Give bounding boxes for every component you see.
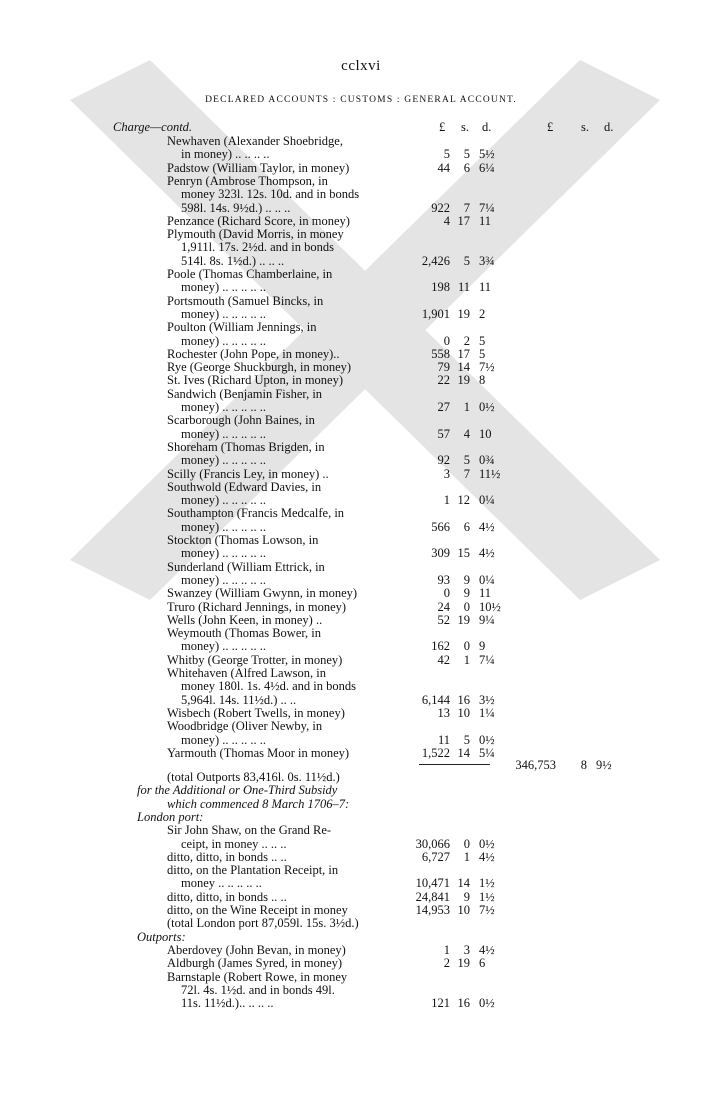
amount-shillings: 6: [463, 160, 470, 175]
amount-shillings: 3: [463, 942, 470, 957]
entry-line: [0, 627, 722, 640]
entry-text: Sandwich (Benjamin Fisher, in: [167, 386, 323, 401]
amount-shillings: 16: [457, 996, 470, 1011]
entry-text: money) .. .. .. .. ..: [181, 572, 267, 587]
amount-pence: 5: [479, 346, 486, 361]
amount-pence: 11½: [479, 466, 501, 481]
entry-line: [0, 891, 722, 904]
entry-text: Aberdovey (John Bevan, in money): [167, 942, 346, 957]
amount-pounds: 24,841: [415, 889, 450, 904]
amount-pounds: 309: [431, 546, 450, 561]
entry-line: [0, 851, 722, 864]
amount-pence: 6: [479, 956, 486, 971]
amount-shillings: 19: [457, 956, 470, 971]
amount-shillings: 7: [463, 200, 470, 215]
column-head-shillings-total: s.: [581, 120, 589, 134]
entry-line: [0, 335, 722, 348]
amount-shillings: 6: [463, 519, 470, 534]
entry-text: Swanzey (William Gwynn, in money): [167, 586, 358, 601]
entry-text: 5,964l. 14s. 11½d.) .. ..: [181, 692, 297, 707]
amount-pounds: 92: [437, 453, 450, 468]
entry-line: [0, 798, 722, 811]
entry-line: [0, 971, 722, 984]
amount-pounds: 1: [443, 942, 450, 957]
amount-pence: 8: [479, 373, 486, 388]
amount-shillings: 7: [463, 466, 470, 481]
amount-pence: 0½: [479, 732, 495, 747]
entry-line: [0, 308, 722, 321]
amount-pounds: 27: [437, 400, 450, 414]
amount-pounds: 3: [443, 466, 450, 481]
amount-shillings: 17: [457, 213, 470, 228]
entry-line: [0, 401, 722, 414]
amount-pounds: 2: [443, 956, 450, 971]
grand-total-shillings: 8: [580, 758, 587, 772]
entry-text: Poole (Thomas Chamberlaine, in: [167, 267, 333, 281]
entry-text: money) .. .. .. .. ..: [181, 426, 267, 441]
entry-line: [0, 680, 722, 693]
amount-shillings: 9: [463, 572, 470, 587]
amount-shillings: 1: [463, 652, 470, 667]
entry-text: St. Ives (Richard Upton, in money): [167, 373, 344, 388]
entry-line: [0, 561, 722, 574]
amount-pounds: 52: [437, 612, 450, 627]
entry-line: [0, 281, 722, 294]
entry-line: [0, 784, 722, 797]
entry-text: Wells (John Keen, in money) ..: [167, 612, 323, 627]
amount-shillings: 9: [463, 889, 470, 904]
entry-text: ceipt, in money .. .. ..: [181, 836, 287, 851]
entry-text: Penzance (Richard Score, in money): [167, 213, 350, 228]
amount-pounds: 0: [443, 333, 450, 348]
entry-text: ditto, on the Plantation Receipt, in: [167, 863, 339, 878]
amount-shillings: 11: [457, 280, 470, 295]
amount-pounds: 44: [437, 160, 450, 175]
amount-shillings: 14: [457, 745, 470, 760]
amount-shillings: 16: [457, 692, 470, 707]
entry-text: money 323l. 12s. 10d. and in bonds: [181, 187, 360, 202]
entry-line: [0, 188, 722, 201]
entry-line: [0, 361, 722, 374]
page-number: cclxvi: [341, 58, 381, 74]
entry-text: Shoreham (Thomas Brigden, in: [167, 439, 325, 454]
entry-text: ditto, ditto, in bonds .. ..: [167, 889, 287, 904]
entry-line: [0, 468, 722, 481]
entry-line: [0, 241, 722, 254]
entry-line: [0, 904, 722, 917]
amount-pence: 0½: [479, 836, 495, 851]
amount-shillings: 1: [463, 849, 470, 864]
amount-pence: 4½: [479, 546, 495, 561]
amount-pence: 9¼: [479, 612, 495, 627]
amount-pence: 1½: [479, 876, 495, 891]
entry-line: [0, 388, 722, 401]
entry-line: [0, 614, 722, 627]
entry-text: (total Outports 83,416l. 0s. 11½d.): [167, 770, 340, 784]
amount-shillings: 5: [463, 147, 470, 162]
amount-pounds: 93: [437, 572, 450, 587]
entry-text: money) .. .. .. .. ..: [181, 546, 267, 561]
entry-text: Plymouth (David Morris, in money: [167, 227, 344, 242]
amount-pence: 7¼: [479, 652, 495, 667]
entry-text: 72l. 4s. 1½d. and in bonds 49l.: [181, 982, 335, 997]
entry-text: money) .. .. .. .. ..: [181, 400, 267, 414]
column-head-pounds-total: £: [547, 120, 554, 134]
amount-pounds: 10,471: [415, 876, 450, 891]
amount-pounds: 6,727: [421, 849, 450, 864]
entry-text: money .. .. .. .. ..: [181, 876, 262, 891]
amount-shillings: 14: [457, 876, 470, 891]
amount-shillings: 1: [463, 400, 470, 414]
amount-shillings: 10: [457, 903, 470, 917]
entry-text: (total London port 87,059l. 15s. 3½d.): [167, 916, 359, 931]
amount-pounds: 922: [431, 200, 450, 215]
amount-shillings: 5: [463, 453, 470, 468]
entry-text: Woodbridge (Oliver Newby, in: [167, 719, 323, 734]
amount-pence: 4½: [479, 942, 495, 957]
column-head-pence: d.: [482, 120, 492, 134]
grand-total-pounds: 346,753: [515, 758, 556, 772]
entry-text: Scilly (Francis Ley, in money) ..: [167, 466, 329, 481]
amount-pounds: 566: [431, 519, 450, 534]
entry-line: [0, 931, 722, 944]
amount-shillings: 17: [457, 346, 470, 361]
amount-pence: 1½: [479, 889, 495, 904]
entry-text: Weymouth (Thomas Bower, in: [167, 626, 322, 641]
entry-text: ditto, ditto, in bonds .. ..: [167, 849, 287, 864]
amount-pence: 0¾: [479, 453, 495, 468]
entry-line: [0, 148, 722, 161]
amount-pounds: 2,426: [421, 253, 450, 268]
amount-pounds: 30,066: [415, 836, 450, 851]
entry-line: [0, 957, 722, 970]
amount-pence: 9: [479, 639, 486, 654]
amount-shillings: 10: [457, 705, 470, 720]
amount-pence: 5½: [479, 147, 495, 162]
amount-pence: 7½: [479, 360, 495, 375]
amount-pence: 11: [479, 213, 492, 228]
entry-text: money) .. .. .. .. ..: [181, 333, 267, 348]
amount-pence: 4½: [479, 519, 495, 534]
entry-line: [0, 824, 722, 837]
amount-pounds: 558: [431, 346, 450, 361]
amount-pence: 0¼: [479, 572, 495, 587]
entry-line: [0, 481, 722, 494]
entry-text: 598l. 14s. 9½d.) .. .. ..: [181, 200, 291, 215]
entry-line: [0, 654, 722, 667]
amount-pence: 0¼: [479, 493, 495, 508]
entry-text: Newhaven (Alexander Shoebridge,: [167, 134, 343, 148]
entry-line: [0, 428, 722, 441]
amount-pounds: 121: [431, 996, 450, 1011]
amount-shillings: 9: [463, 586, 470, 601]
entry-text: money) .. .. .. .. ..: [181, 453, 267, 468]
entry-text: Padstow (William Taylor, in money): [167, 160, 350, 175]
entry-text: Stockton (Thomas Lowson, in: [167, 533, 319, 547]
entry-line: [0, 640, 722, 653]
entry-line: [0, 321, 722, 334]
amount-pounds: 42: [437, 652, 450, 667]
entry-line: [0, 747, 722, 760]
amount-pounds: 0: [443, 586, 450, 601]
entry-line: [0, 507, 722, 520]
entry-line: [0, 215, 722, 228]
amount-shillings: 0: [463, 639, 470, 654]
amount-shillings: 5: [463, 732, 470, 747]
entry-line: [0, 838, 722, 851]
amount-shillings: 5: [463, 253, 470, 268]
amount-pounds: 1,901: [421, 306, 450, 321]
amount-pence: 10½: [479, 599, 501, 614]
entry-text: money 180l. 1s. 4½d. and in bonds: [181, 679, 356, 694]
entry-text: Whitehaven (Alfred Lawson, in: [167, 666, 326, 680]
amount-pounds: 162: [431, 639, 450, 654]
amount-pounds: 22: [437, 373, 450, 388]
amount-pence: 4½: [479, 849, 495, 864]
amount-shillings: 12: [457, 493, 470, 508]
amount-pence: 2: [479, 306, 486, 321]
amount-pence: 7½: [479, 903, 495, 917]
entry-text: 1,911l. 17s. 2½d. and in bonds: [181, 240, 335, 255]
amount-shillings: 19: [457, 373, 470, 388]
entry-text: 514l. 8s. 1½d.) .. .. ..: [181, 253, 285, 268]
amount-pounds: 6,144: [421, 692, 450, 707]
running-head: DECLARED ACCOUNTS : CUSTOMS : GENERAL ACCOUNT.: [205, 95, 517, 105]
amount-pounds: 198: [431, 280, 450, 295]
amount-pounds: 5: [443, 147, 450, 162]
entry-line: [0, 135, 722, 148]
entry-text: Aldburgh (James Syred, in money): [167, 956, 343, 971]
amount-pounds: 1,522: [421, 745, 450, 760]
entry-line: [0, 202, 722, 215]
amount-pounds: 79: [437, 360, 450, 375]
entry-text: money) .. .. .. .. ..: [181, 732, 267, 747]
entry-line: [0, 811, 722, 824]
entry-line: [0, 864, 722, 877]
amount-shillings: 0: [463, 599, 470, 614]
column-head-shillings: s.: [461, 120, 469, 134]
charge-label: Charge—contd.: [113, 120, 193, 134]
amount-pounds: 11: [437, 732, 450, 747]
entry-line: [0, 587, 722, 600]
entry-line: [0, 521, 722, 534]
entry-line: [0, 734, 722, 747]
entry-line: [0, 694, 722, 707]
entry-line: [0, 175, 722, 188]
entry-text: Wisbech (Robert Twells, in money): [167, 705, 345, 720]
entry-line: [0, 162, 722, 175]
entry-line: [0, 997, 722, 1010]
entry-text: money) .. .. .. .. ..: [181, 493, 267, 508]
amount-pence: 6¼: [479, 160, 495, 175]
entry-line: [0, 348, 722, 361]
entry-text: Southwold (Edward Davies, in: [167, 479, 322, 494]
column-head-pounds: £: [439, 120, 446, 134]
amount-pence: 0½: [479, 400, 495, 414]
entry-text: money) .. .. .. .. ..: [181, 519, 267, 534]
amount-pence: 5¼: [479, 745, 495, 760]
entry-line: [0, 268, 722, 281]
amount-shillings: 4: [463, 426, 470, 441]
entry-text: Rye (George Shuckburgh, in money): [167, 360, 352, 375]
entry-text: Poulton (William Jennings, in: [167, 320, 317, 335]
entry-line: [0, 441, 722, 454]
amount-pence: 10: [479, 426, 492, 441]
entry-line: [0, 454, 722, 467]
entry-text: money) .. .. .. .. ..: [181, 280, 267, 295]
entry-line: [0, 295, 722, 308]
entry-line: [0, 228, 722, 241]
entry-text: Southampton (Francis Medcalfe, in: [167, 506, 345, 521]
entry-line: [0, 534, 722, 547]
entry-line: [0, 771, 722, 784]
amount-pounds: 24: [437, 599, 450, 614]
amount-pounds: 14,953: [415, 903, 450, 917]
entry-text: in money) .. .. .. ..: [181, 147, 270, 162]
entry-line: [0, 720, 722, 733]
entry-text: Yarmouth (Thomas Moor in money): [167, 745, 350, 760]
amount-pence: 1¼: [479, 705, 495, 720]
entry-line: [0, 547, 722, 560]
entry-text: Penryn (Ambrose Thompson, in: [167, 173, 328, 188]
entry-text: Scarborough (John Baines, in: [167, 413, 315, 428]
entry-text: Outports:: [137, 929, 186, 944]
entry-line: [0, 494, 722, 507]
entry-line: [0, 917, 722, 930]
entry-text: Portsmouth (Samuel Bincks, in: [167, 293, 324, 308]
entry-text: ditto, on the Wine Receipt in money: [167, 903, 348, 917]
amount-pounds: 13: [437, 705, 450, 720]
entry-line: [0, 707, 722, 720]
grand-total-row: [0, 759, 722, 772]
amount-pounds: 4: [443, 213, 450, 228]
grand-total-pence: 9½: [596, 758, 612, 772]
amount-pounds: 1: [443, 493, 450, 508]
entry-line: [0, 944, 722, 957]
amount-shillings: 15: [457, 546, 470, 561]
entry-text: London port:: [137, 809, 204, 824]
entry-text: Rochester (John Pope, in money)..: [167, 346, 340, 361]
entry-line: [0, 574, 722, 587]
entry-line: [0, 255, 722, 268]
entry-text: money) .. .. .. .. ..: [181, 306, 267, 321]
entry-text: Barnstaple (Robert Rowe, in money: [167, 969, 348, 984]
amount-shillings: 0: [463, 836, 470, 851]
amount-pence: 3½: [479, 692, 495, 707]
entry-text: 11s. 11½d.).. .. .. ..: [181, 996, 274, 1011]
entry-line: [0, 984, 722, 997]
entry-text: for the Additional or One-Third Subsidy: [137, 783, 338, 798]
entry-text: Whitby (George Trotter, in money): [167, 652, 343, 667]
entry-text: Sunderland (William Ettrick, in: [167, 559, 325, 574]
amount-pounds: 57: [437, 426, 450, 441]
entry-text: Sir John Shaw, on the Grand Re-: [167, 823, 332, 838]
amount-pence: 5: [479, 333, 486, 348]
amount-pence: 3¾: [479, 253, 495, 268]
entry-text: Truro (Richard Jennings, in money): [167, 599, 347, 614]
amount-shillings: 2: [463, 333, 470, 348]
column-head-pence-total: d.: [604, 120, 614, 134]
amount-shillings: 14: [457, 360, 470, 375]
amount-pence: 11: [479, 280, 492, 295]
entry-text: which commenced 8 March 1706–7:: [167, 796, 350, 811]
amount-shillings: 19: [457, 306, 470, 321]
entry-line: [0, 877, 722, 890]
amount-pence: 11: [479, 586, 492, 601]
entry-line: [0, 601, 722, 614]
entry-line: [0, 374, 722, 387]
amount-pence: 7¼: [479, 200, 495, 215]
amount-pence: 0½: [479, 996, 495, 1011]
amount-shillings: 19: [457, 612, 470, 627]
entry-line: [0, 414, 722, 427]
entry-text: money) .. .. .. .. ..: [181, 639, 267, 654]
entry-line: [0, 667, 722, 680]
